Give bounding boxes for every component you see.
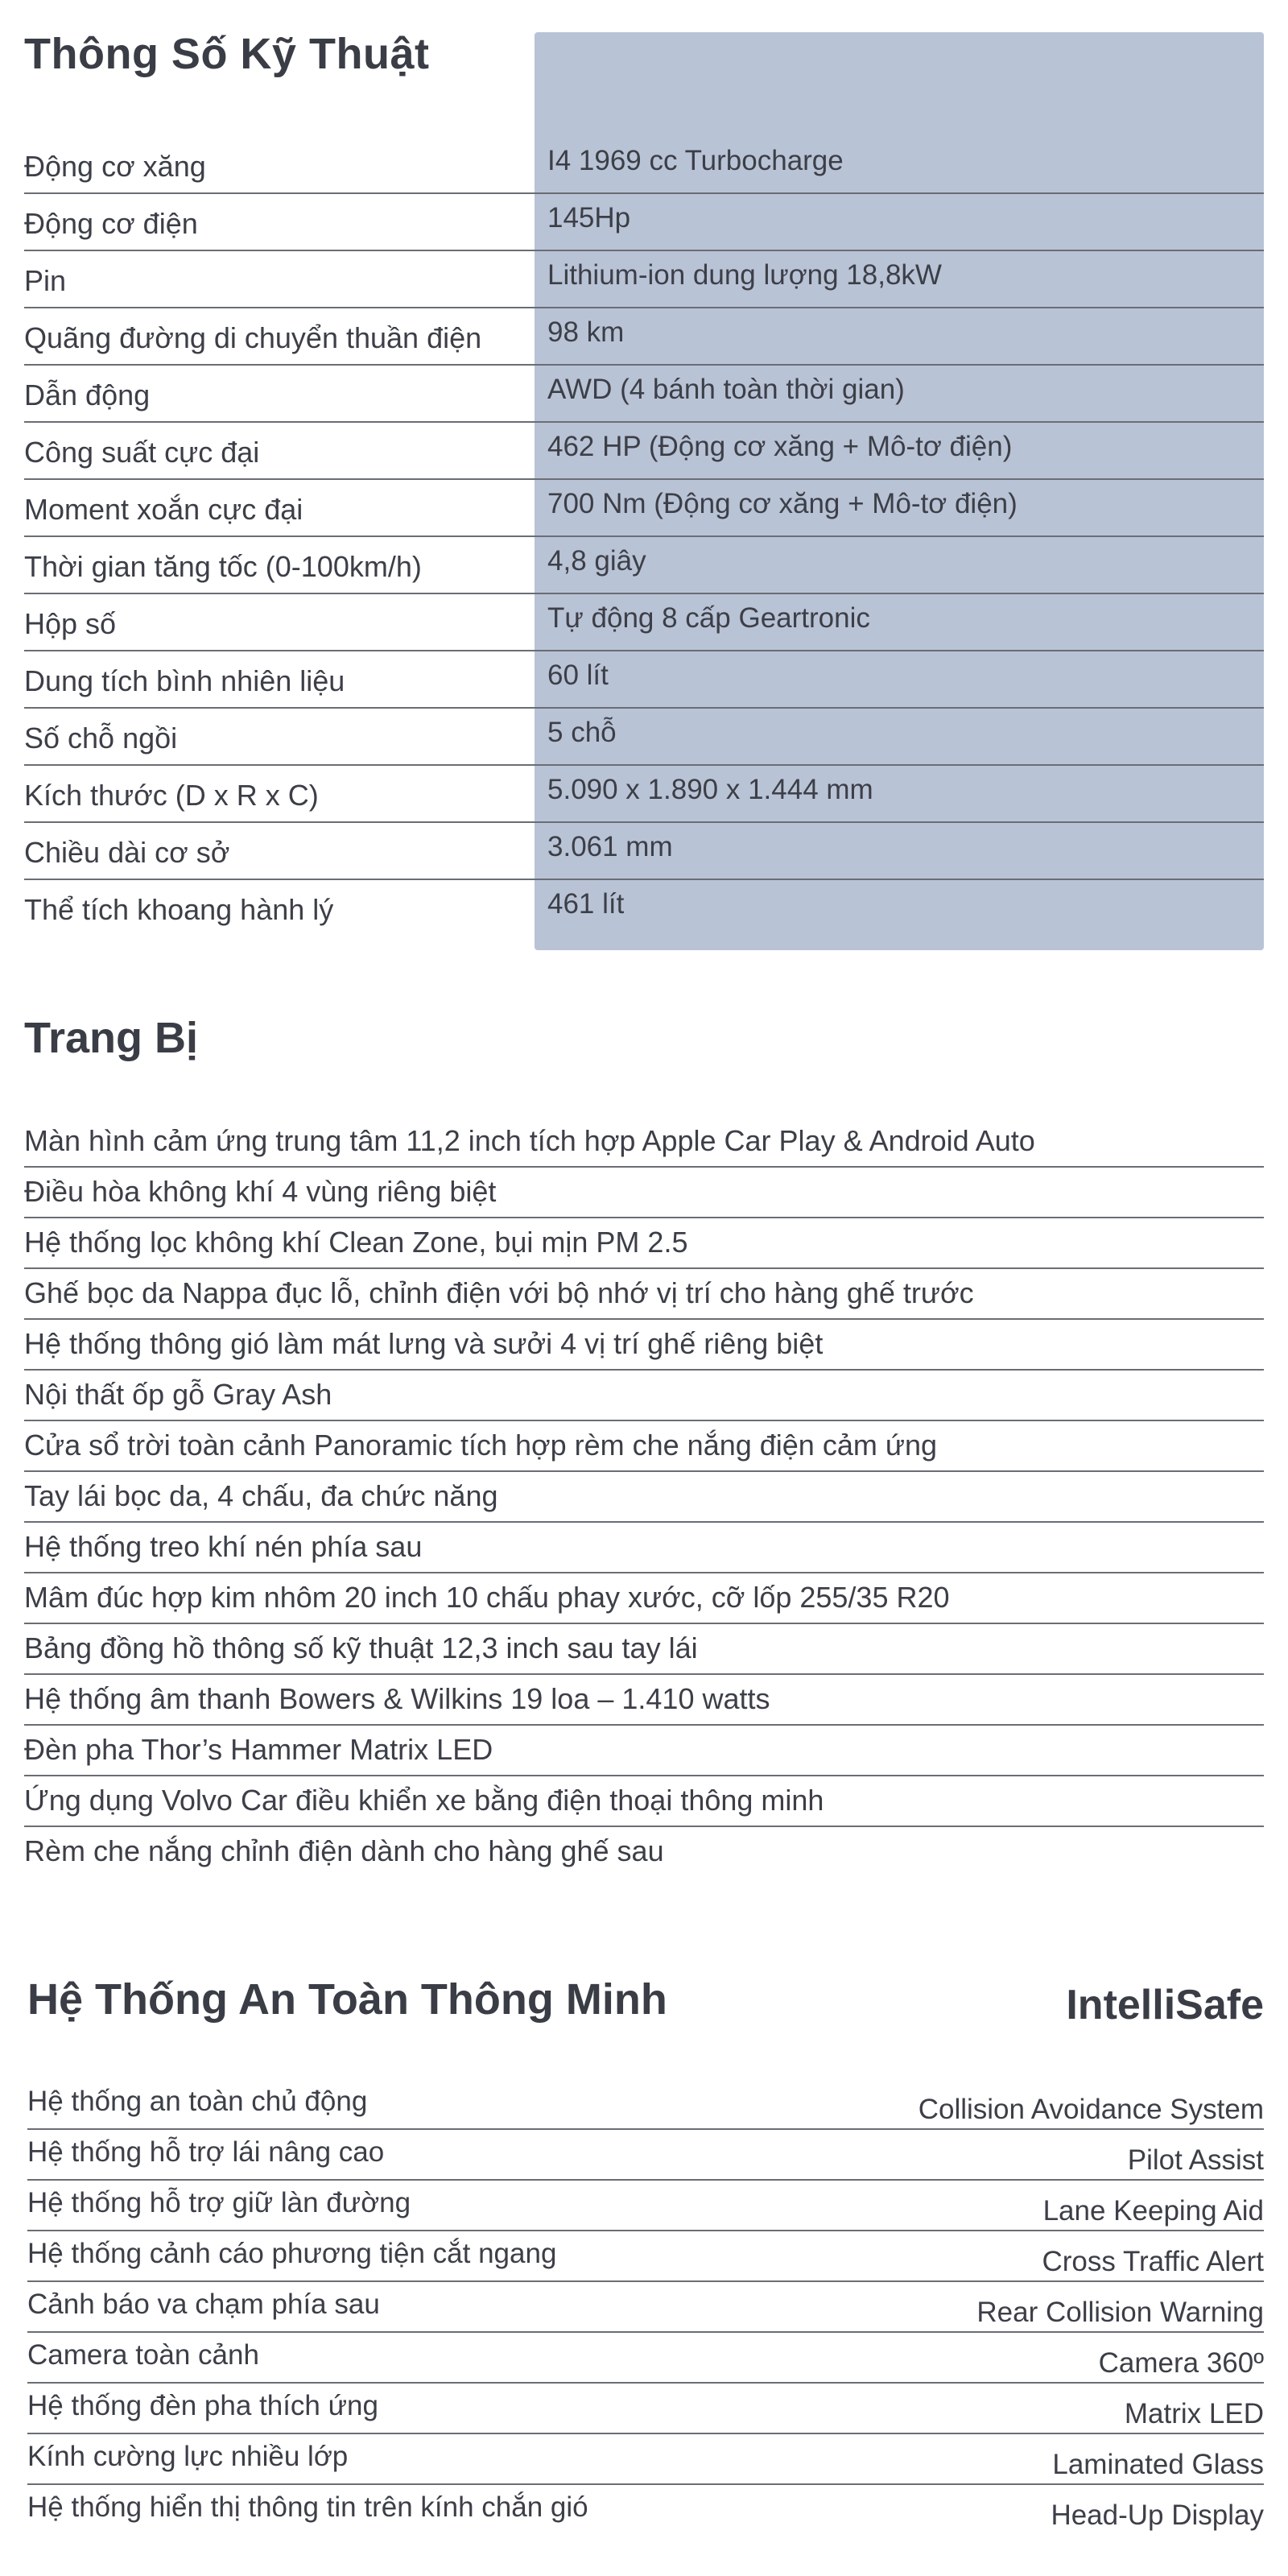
safety-feature: Hệ thống hiển thị thông tin trên kính chắn gió: [27, 2491, 588, 2523]
spec-row: [24, 423, 1264, 480]
spec-label: Dung tích bình nhiên liệu: [24, 664, 345, 697]
safety-feature: Hệ thống hỗ trợ lái nâng cao: [27, 2136, 385, 2168]
spec-label: Chiều dài cơ sở: [24, 836, 230, 869]
spec-value: 700 Nm (Động cơ xăng + Mô-tơ điện): [547, 488, 1018, 519]
spec-row: [24, 709, 1264, 766]
spec-row: [24, 766, 1264, 823]
spec-label: Kích thước (D x R x C): [24, 779, 319, 812]
list-item: Cửa sổ trời toàn cảnh Panoramic tích hợp rèm che nắng điện cảm ứng: [24, 1421, 1264, 1472]
list-item: Nội thất ốp gỗ Gray Ash: [24, 1371, 1264, 1421]
safety-system-name: Pilot Assist: [1127, 2144, 1264, 2176]
safety-feature: Hệ thống cảnh cáo phương tiện cắt ngang: [27, 2238, 557, 2269]
safety-row: [27, 2384, 1264, 2434]
spec-label: Dẫn động: [24, 378, 151, 411]
list-item: Bảng đồng hồ thông số kỹ thuật 12,3 inch sau tay lái: [24, 1624, 1264, 1675]
safety-feature: Hệ thống hỗ trợ giữ làn đường: [27, 2187, 411, 2218]
safety-row: [27, 2434, 1264, 2485]
spec-row: [24, 366, 1264, 423]
spec-label: Động cơ điện: [24, 207, 198, 240]
safety-row: [27, 2333, 1264, 2384]
list-item: Hệ thống treo khí nén phía sau: [24, 1523, 1264, 1573]
spec-value: Tự động 8 cấp Geartronic: [547, 602, 870, 634]
spec-value: 461 lít: [547, 888, 625, 920]
spec-label: Số chỗ ngồi: [24, 722, 178, 755]
specs-table: [24, 137, 1264, 936]
safety-row: [27, 2079, 1264, 2130]
spec-label: Động cơ xăng: [24, 150, 206, 183]
spec-value: Lithium-ion dung lượng 18,8kW: [547, 259, 942, 291]
safety-row: [27, 2282, 1264, 2333]
safety-title: Hệ Thống An Toàn Thông Minh: [27, 1975, 667, 2024]
list-item: Rèm che nắng chỉnh điện dành cho hàng ghế sau: [24, 1834, 664, 1867]
spec-label: Hộp số: [24, 607, 117, 640]
list-item: Mâm đúc hợp kim nhôm 20 inch 10 chấu phay xước, cỡ lốp 255/35 R20: [24, 1573, 1264, 1624]
specs-title: Thông Số Kỹ Thuật: [24, 30, 430, 78]
spec-row: [24, 251, 1264, 308]
spec-value: 145Hp: [547, 202, 631, 234]
spec-row: [24, 137, 1264, 194]
spec-row: [24, 194, 1264, 251]
spec-value: 4,8 giây: [547, 545, 646, 577]
safety-feature: Cảnh báo va chạm phía sau: [27, 2289, 380, 2320]
spec-label: Pin: [24, 264, 67, 297]
safety-row: [27, 2130, 1264, 2181]
list-item: Tay lái bọc da, 4 chấu, đa chức năng: [24, 1472, 1264, 1523]
list-item: Điều hòa không khí 4 vùng riêng biệt: [24, 1168, 1264, 1218]
spec-value: 98 km: [547, 316, 625, 348]
safety-feature: Hệ thống đèn pha thích ứng: [27, 2390, 378, 2421]
safety-brand-label: IntelliSafe: [1066, 1982, 1264, 2028]
safety-row: [27, 2231, 1264, 2282]
spec-row: [24, 823, 1264, 880]
spec-row: [24, 880, 1264, 936]
spec-value: I4 1969 cc Turbocharge: [547, 145, 844, 176]
safety-system-name: Head-Up Display: [1051, 2500, 1264, 2531]
spec-row: [24, 594, 1264, 651]
spec-value: 5.090 x 1.890 x 1.444 mm: [547, 774, 873, 805]
safety-row: [27, 2485, 1264, 2534]
list-item: Hệ thống thông gió làm mát lưng và sưởi 4 vị trí ghế riêng biệt: [24, 1320, 1264, 1371]
equipment-title: Trang Bị: [24, 1014, 199, 1062]
safety-system-name: Laminated Glass: [1052, 2449, 1264, 2480]
spec-value: AWD (4 bánh toàn thời gian): [547, 374, 905, 405]
spec-label: Quãng đường di chuyển thuần điện: [24, 321, 482, 354]
safety-feature: Hệ thống an toàn chủ động: [27, 2086, 368, 2117]
safety-system-name: Matrix LED: [1124, 2398, 1264, 2429]
safety-row: [27, 2181, 1264, 2231]
safety-feature: Camera toàn cảnh: [27, 2339, 259, 2371]
spec-value: 462 HP (Động cơ xăng + Mô-tơ điện): [547, 431, 1013, 462]
spec-row: [24, 308, 1264, 366]
safety-table: [27, 2079, 1264, 2534]
list-item: Hệ thống âm thanh Bowers & Wilkins 19 loa – 1.410 watts: [24, 1675, 1264, 1726]
spec-label: Thể tích khoang hành lý: [24, 893, 334, 926]
list-item: Hệ thống lọc không khí Clean Zone, bụi mịn PM 2.5: [24, 1218, 1264, 1269]
safety-system-name: Camera 360º: [1098, 2347, 1264, 2379]
spec-label: Công suất cực đại: [24, 436, 260, 469]
safety-system-name: Cross Traffic Alert: [1042, 2246, 1264, 2277]
list-item: Ứng dụng Volvo Car điều khiển xe bằng điện thoại thông minh: [24, 1776, 1264, 1827]
equipment-list: [24, 1117, 1264, 1876]
spec-value: 3.061 mm: [547, 831, 673, 862]
safety-system-name: Collision Avoidance System: [918, 2094, 1264, 2125]
spec-value: 5 chỗ: [547, 717, 617, 748]
spec-value: 60 lít: [547, 660, 609, 691]
spec-label: Thời gian tăng tốc (0-100km/h): [24, 550, 422, 583]
list-item: Ghế bọc da Nappa đục lỗ, chỉnh điện với bộ nhớ vị trí cho hàng ghế trước: [24, 1269, 1264, 1320]
safety-system-name: Rear Collision Warning: [976, 2297, 1264, 2328]
list-item: Đèn pha Thor’s Hammer Matrix LED: [24, 1726, 1264, 1776]
spec-label: Moment xoắn cực đại: [24, 493, 303, 526]
safety-system-name: Lane Keeping Aid: [1042, 2195, 1264, 2227]
spec-row: [24, 537, 1264, 594]
spec-row: [24, 651, 1264, 709]
safety-feature: Kính cường lực nhiều lớp: [27, 2441, 349, 2472]
list-item: Màn hình cảm ứng trung tâm 11,2 inch tích hợp Apple Car Play & Android Auto: [24, 1117, 1264, 1168]
spec-row: [24, 480, 1264, 537]
